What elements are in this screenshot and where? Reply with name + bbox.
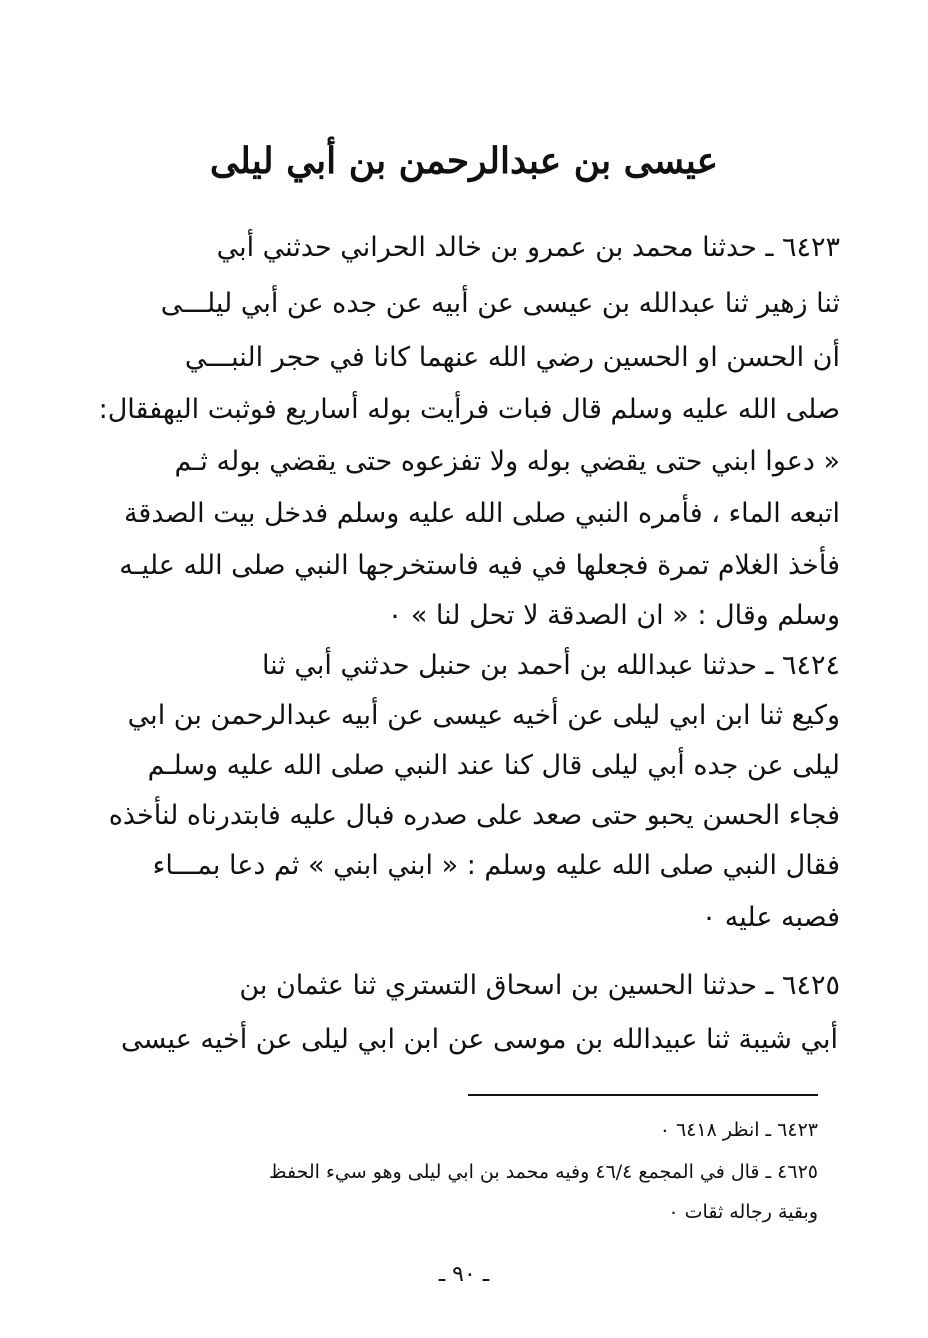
hadith-6424-line-3: ليلى عن جده أبي ليلى قال كنا عند النبي صلى الله عليه وسلـم xyxy=(147,750,840,781)
hadith-6424-line-4: فجاء الحسن يحبو حتى صعد على صدره فبال عليه فابتدرناه لنأخذه xyxy=(108,800,840,831)
hadith-6423-line-3: أن الحسن او الحسين رضي الله عنهما كانا في حجر النبـــي xyxy=(184,342,840,373)
footnote-6425-line-2: وبقية رجاله ثقات ٠ xyxy=(668,1201,818,1223)
hadith-6425-line-2: أبي شيبة ثنا عبيدالله بن موسى عن ابن ابي ليلى عن أخيه عيسى xyxy=(120,1024,838,1055)
hadith-6423-line-6: اتبعه الماء ، فأمره النبي صلى الله عليه وسلم فدخل بيت الصدقة xyxy=(123,498,840,529)
hadith-6425-line-1: ٦٤٢٥ ـ حدثنا الحسين بن اسحاق التستري ثنا عثمان بن xyxy=(239,970,840,1001)
hadith-6423-line-5: « دعوا ابني حتى يقضي بوله ولا تفزعوه حتى يقضي بوله ثـم xyxy=(174,446,840,477)
footnote-6425-line-1: ٤٦٢٥ ـ قال في المجمع ٤٦/٤ وفيه محمد بن ابي ليلى وهو سيء الحفظ xyxy=(268,1161,818,1183)
hadith-6424-line-6: فصبه عليه ٠ xyxy=(701,902,840,933)
hadith-6424-line-2: وكيع ثنا ابن ابي ليلى عن أخيه عيسى عن أبيه عبدالرحمن بن ابي xyxy=(127,700,840,731)
hadith-6424-line-1: ٦٤٢٤ ـ حدثنا عبدالله بن أحمد بن حنبل حدثني أبي ثنا xyxy=(261,650,840,681)
hadith-6423-line-7: فأخذ الغلام تمرة فجعلها في فيه فاستخرجها النبي صلى الله عليـه xyxy=(119,550,840,581)
hadith-6423-line-8: وسلم وقال : « ان الصدقة لا تحل لنا » ٠ xyxy=(387,600,840,631)
hadith-6423-line-1: ٦٤٢٣ ـ حدثنا محمد بن عمرو بن خالد الحراني حدثني أبي xyxy=(216,232,840,263)
chapter-title: عيسى بن عبدالرحمن بن أبي ليلى xyxy=(209,140,719,182)
page-number: ـ ٩٠ ـ xyxy=(438,1262,490,1287)
hadith-6423-line-4: صلى الله عليه وسلم قال فبات فرأيت بوله أساريع فوثبت اليهفقال: xyxy=(98,394,840,425)
hadith-6423-line-2: ثنا زهير ثنا عبدالله بن عيسى عن أبيه عن جده عن أبي ليلـــى xyxy=(160,288,840,319)
footnote-divider xyxy=(468,1094,818,1096)
hadith-6424-line-5: فقال النبي صلى الله عليه وسلم : « ابني ابني » ثم دعا بمـــاء xyxy=(152,850,840,881)
footnote-6423: ٦٤٢٣ ـ انظر ٦٤١٨ ٠ xyxy=(659,1119,818,1141)
